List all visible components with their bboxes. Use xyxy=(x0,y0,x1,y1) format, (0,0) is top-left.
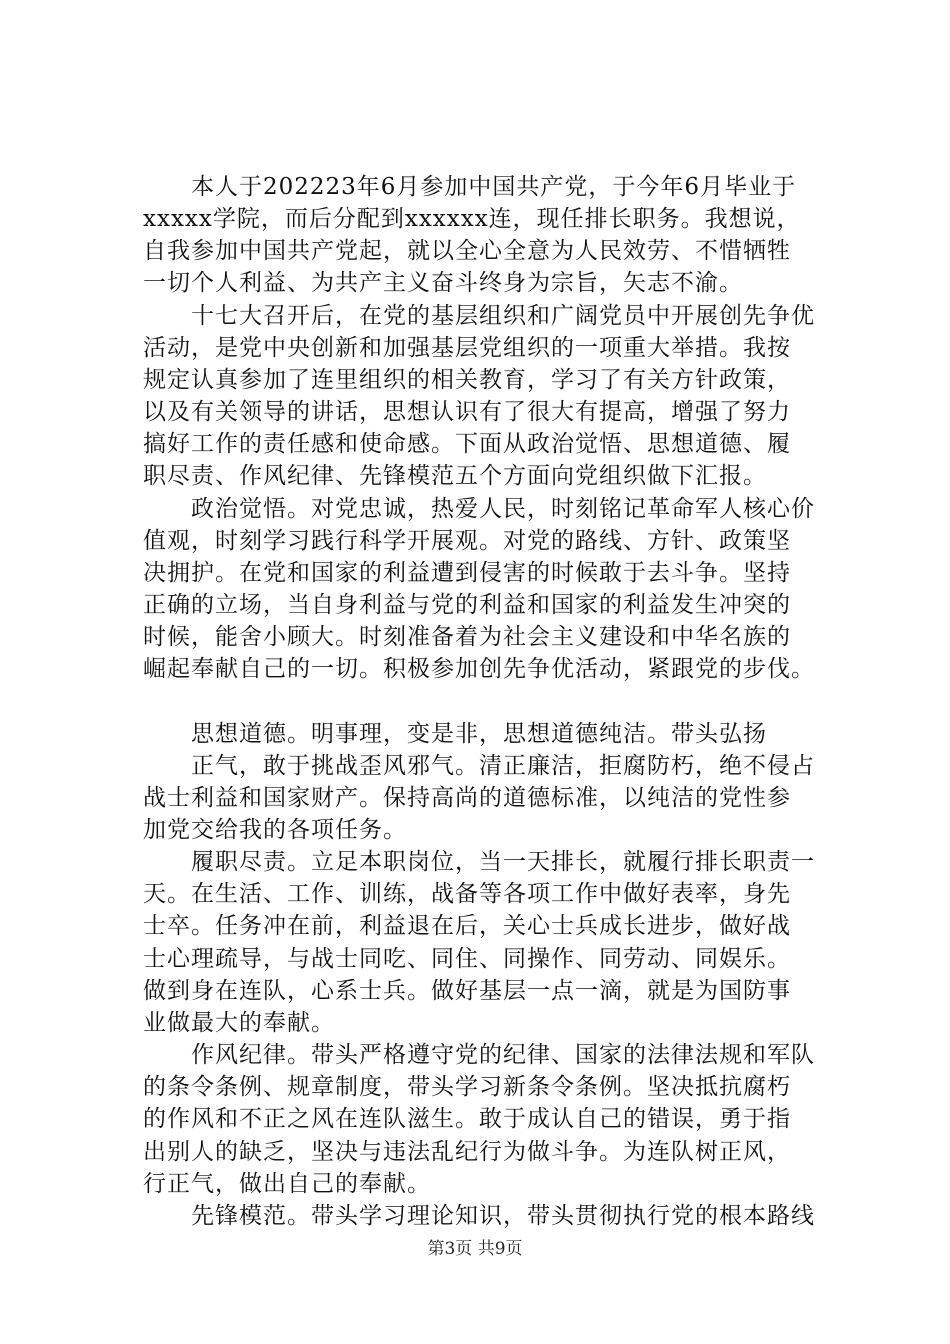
text-line: 规定认真参加了连里组织的相关教育，学习了有关方针政策， xyxy=(143,367,791,393)
text-line: 士卒。任务冲在前，利益退在后，关心士兵成长进步，做好战 xyxy=(143,913,791,939)
text-line: 加党交给我的各项任务。 xyxy=(143,817,407,843)
text-line: 士心理疏导，与战士同吃、同住、同操作、同劳动、同娱乐。 xyxy=(143,946,791,972)
text-line: 搞好工作的责任感和使命感。下面从政治觉悟、思想道德、履 xyxy=(143,431,791,457)
text-line: 行正气，做出自己的奉献。 xyxy=(143,1171,431,1197)
text-line: 决拥护。在党和国家的利益遭到侵害的时候敢于去斗争。坚持 xyxy=(143,560,791,586)
text-line: 出别人的缺乏，坚决与违法乱纪行为做斗争。为连队树正风， xyxy=(143,1139,791,1165)
text-line: 时候，能舍小顾大。时刻准备着为社会主义建设和中华名族的 xyxy=(143,624,791,650)
text-line: 自我参加中国共产党起，就以全心全意为人民效劳、不惜牺牲 xyxy=(143,238,791,264)
text-line: 履职尽责。立足本职岗位，当一天排长，就履行排长职责一 xyxy=(143,849,815,875)
text-line: 的作风和不正之风在连队滋生。敢于成认自己的错误，勇于指 xyxy=(143,1106,791,1132)
blank-line xyxy=(143,685,833,717)
text-line: 一切个人利益、为共产主义奋斗终身为宗旨，矢志不渝。 xyxy=(143,270,743,296)
text-line: 业做最大的奉献。 xyxy=(143,1010,335,1036)
text-line: 做到身在连队，心系士兵。做好基层一点一滴，就是为国防事 xyxy=(143,978,791,1004)
text-line: 以及有关领导的讲话，思想认识有了很大有提高，增强了努力 xyxy=(143,399,791,425)
text-line: 作风纪律。带头严格遵守党的纪律、国家的法律法规和军队 xyxy=(143,1042,815,1068)
text-line: 政治觉悟。对党忠诚，热爱人民，时刻铭记革命军人核心价 xyxy=(143,496,815,522)
text-line: 战士利益和国家财产。保持高尚的道德标准，以纯洁的党性参 xyxy=(143,785,791,811)
text-line: 天。在生活、工作、训练，战备等各项工作中做好表率，身先 xyxy=(143,881,791,907)
text-line: xxxxx学院，而后分配到xxxxxx连，现任排长职务。我想说， xyxy=(143,206,801,232)
text-line: 十七大召开后，在党的基层组织和广阔党员中开展创先争优 xyxy=(143,303,815,329)
text-line: 崛起奉献自己的一切。积极参加创先争优活动，紧跟党的步伐。 xyxy=(143,656,815,682)
text-line: 活动，是党中央创新和加强基层党组织的一项重大举措。我按 xyxy=(143,335,791,361)
text-line: 的条令条例、规章制度，带头学习新条令条例。坚决抵抗腐朽 xyxy=(143,1074,791,1100)
text-line: 值观，时刻学习践行科学开展观。对党的路线、方针、政策坚 xyxy=(143,528,791,554)
text-line: 职尽责、作风纪律、先锋模范五个方面向党组织做下汇报。 xyxy=(143,463,767,489)
text-line: 正确的立场，当自身利益与党的利益和国家的利益发生冲突的 xyxy=(143,592,791,618)
text-line: 先锋模范。带头学习理论知识，带头贯彻执行党的根本路线 xyxy=(143,1203,815,1229)
text-line: 本人于202223年6月参加中国共产党，于今年6月毕业于 xyxy=(143,174,797,200)
text-line: 思想道德。明事理，变是非，思想道德纯洁。带头弘扬 xyxy=(143,721,767,747)
page-number-footer: 第3页 共9页 xyxy=(427,1239,523,1259)
text-line: 正气，敢于挑战歪风邪气。清正廉洁，拒腐防朽，绝不侵占 xyxy=(143,753,815,779)
